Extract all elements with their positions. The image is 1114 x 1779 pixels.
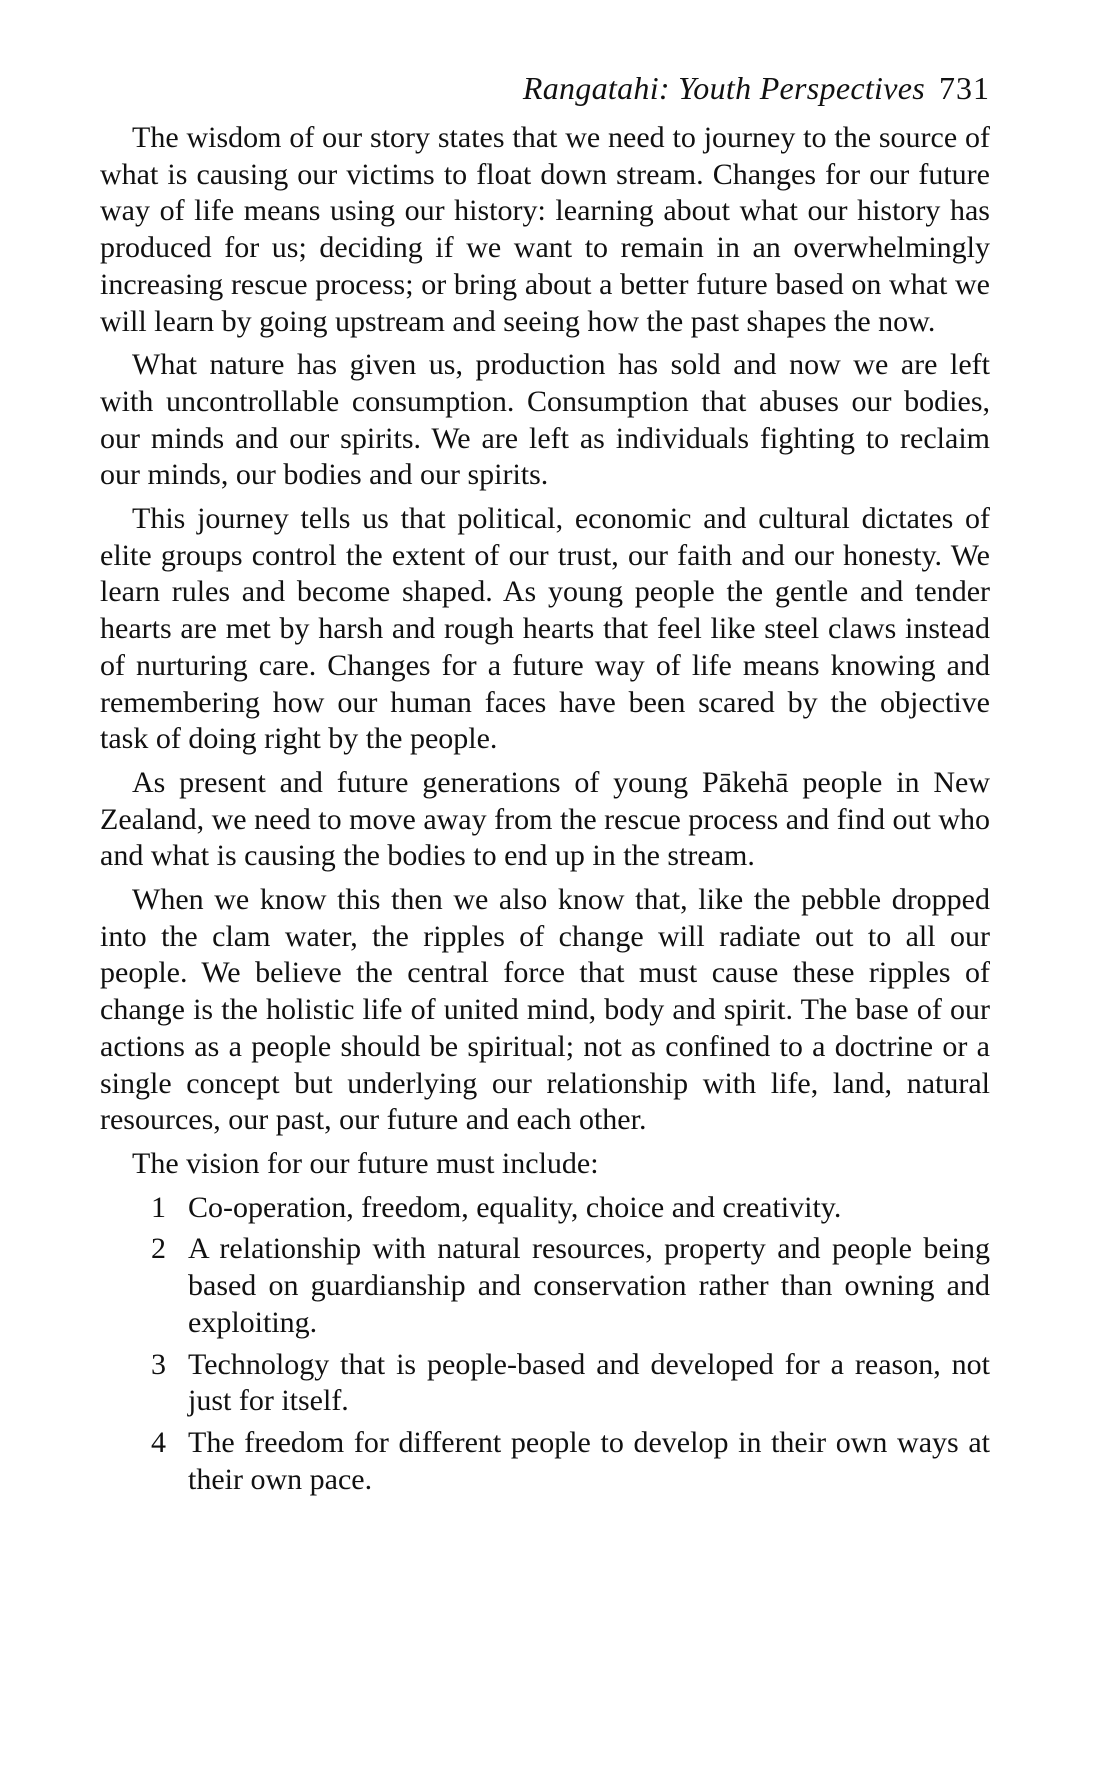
paragraph: This journey tells us that political, economic and cultural dictates of elite groups control the extent of our trust, our faith and our honesty. We learn rules and become shaped. As young people the gentle and tender hearts are met by harsh and rough hearts that feel like steel claws instead of nurturing care. Changes for a future way of life means knowing and remembering how our human faces have been scared by the objective task of doing right by the people.: [100, 502, 990, 756]
list-item-text: Technology that is people-based and developed for a reason, not just for itself.: [188, 1347, 990, 1418]
list-item-number: 3: [151, 1347, 166, 1381]
list-item-number: 2: [151, 1232, 166, 1266]
list-item-text: A relationship with natural resources, property and people being based on guardianship and conservation rather than owning and exploiting.: [188, 1232, 990, 1339]
list-item-text: The freedom for different people to develop in their own ways at their own pace.: [188, 1425, 990, 1496]
paragraph: When we know this then we also know that, like the pebble dropped into the clam water, the ripples of change will radiate out to all our people. We believe the central force that must cause these ripples of change is the holistic life of united mind, body and spirit. The base of our actions as a people should be spiritual; not as confined to a doctrine or a single concept but underlying our relationship with life, land, natural resources, our past, our future and each other.: [100, 883, 990, 1137]
list-item: [100, 1190, 990, 1227]
list-item-number: 1: [151, 1190, 166, 1224]
list-item-number: 4: [151, 1425, 166, 1459]
book-page: [100, 68, 990, 1503]
vision-list: [100, 1190, 990, 1499]
paragraph: What nature has given us, production has sold and now we are left with uncontrollable consumption. Consumption that abuses our bodies, our minds and our spirits. We are left as individuals fighting to reclaim our minds, our bodies and our spirits.: [100, 348, 990, 492]
running-title: Rangatahi: Youth Perspectives: [522, 70, 925, 106]
page-number: 731: [939, 70, 990, 106]
paragraph: As present and future generations of young Pākehā people in New Zealand, we need to move away from the rescue process and find out who and what is causing the bodies to end up in the stream.: [100, 765, 990, 873]
paragraph: The wisdom of our story states that we need to journey to the source of what is causing our victims to float down stream. Changes for our future way of life means using our history: learning about what our history has produced for us; deciding if we want to remain in an overwhelmingly increasing rescue process; or bring about a better future based on what we will learn by going upstream and seeing how the past shapes the now.: [100, 121, 990, 338]
list-item: [100, 1425, 990, 1498]
body-text: [100, 120, 990, 1183]
list-intro: The vision for our future must include:: [132, 1146, 599, 1180]
running-head: [100, 68, 990, 108]
list-item: [100, 1347, 990, 1420]
list-item: [100, 1231, 990, 1341]
list-item-text: Co-operation, freedom, equality, choice and creativity.: [188, 1190, 842, 1224]
